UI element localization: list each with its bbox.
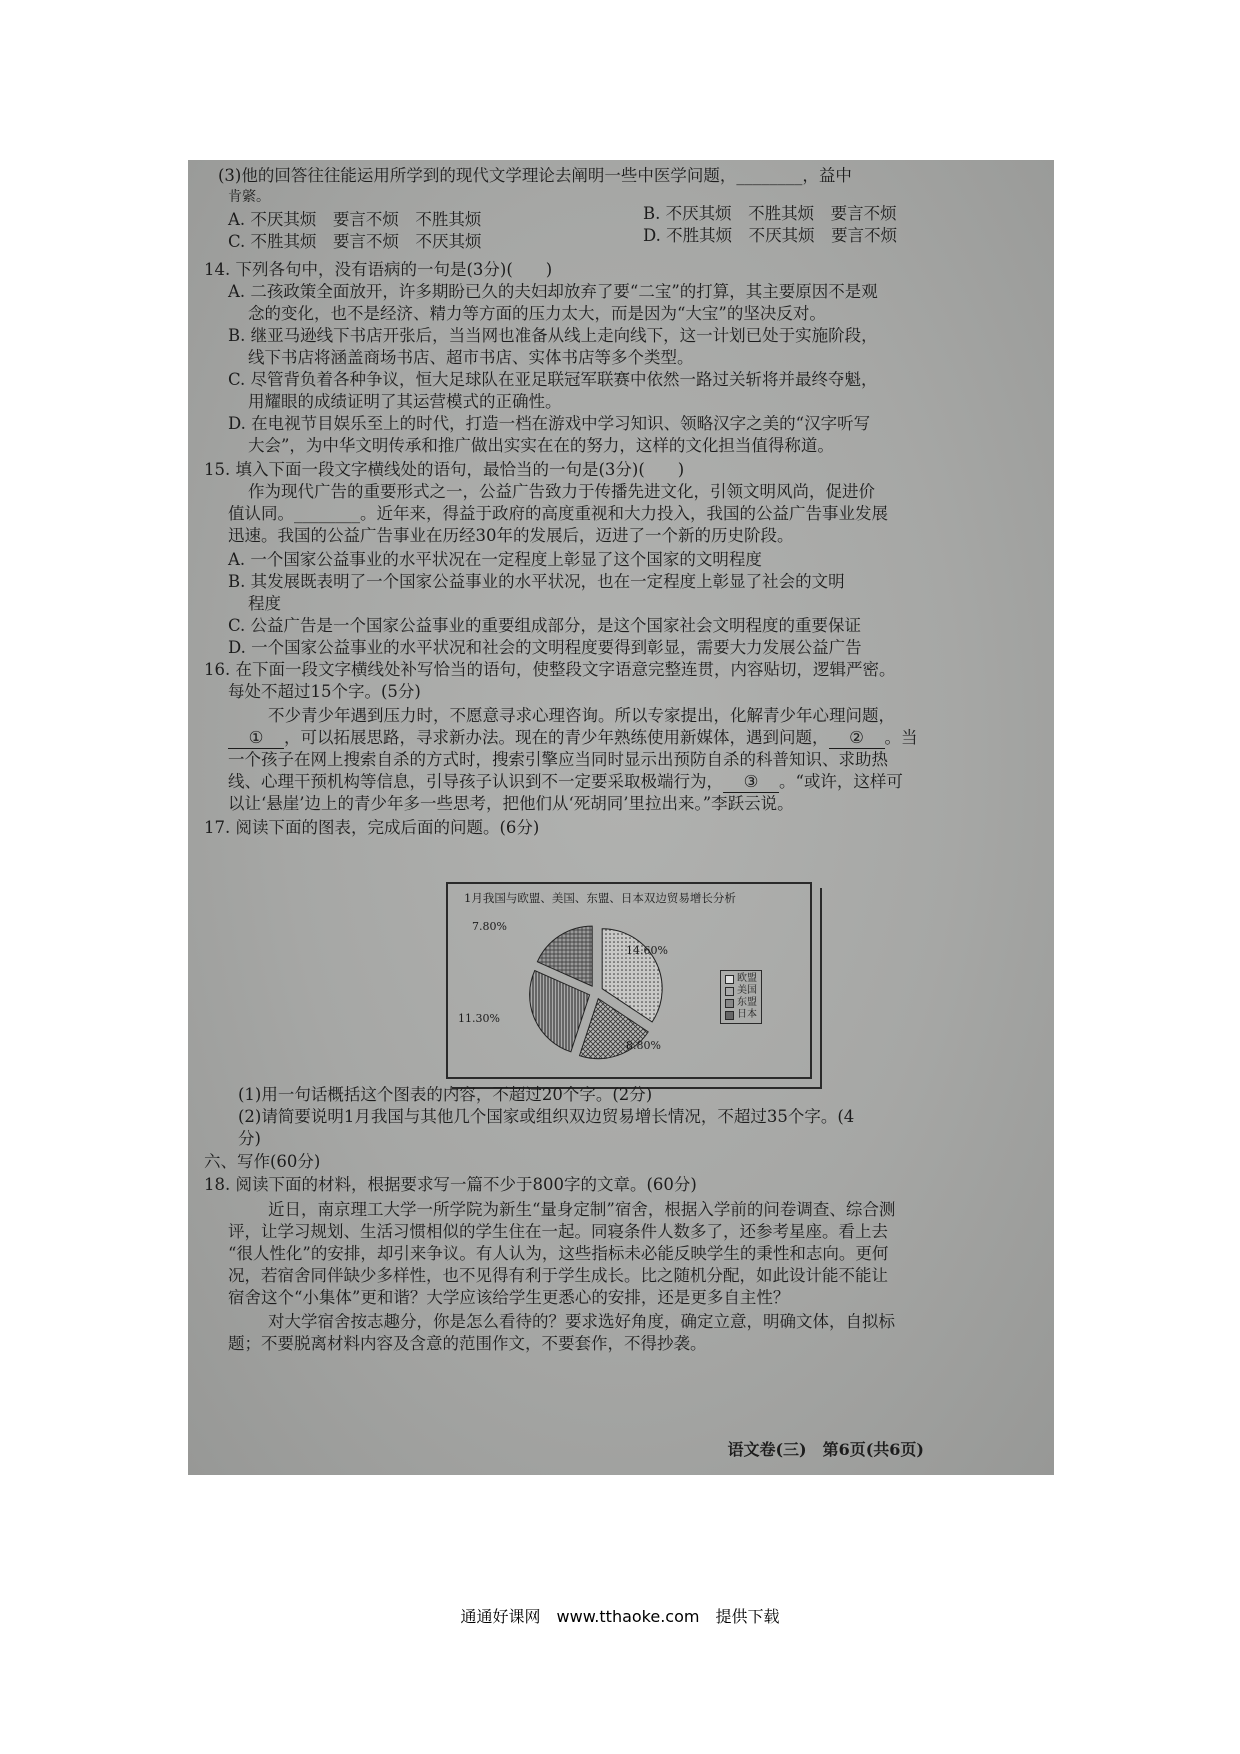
blank-2: ② xyxy=(829,728,885,749)
question-15: 15. 填入下面一段文字横线处的语句，最恰当的一句是(3分)( ) xyxy=(204,460,685,479)
text-line: 大会”，为中华文明传承和推广做出实实在在的努力，这样的文化担当值得称道。 xyxy=(248,436,834,455)
option-c: C. 公益广告是一个国家公益事业的重要组成部分，是这个国家社会文明程度的重要保证 xyxy=(228,616,862,635)
text-line: 每处不超过15个字。(5分) xyxy=(228,682,421,701)
text-line: 一个孩子在网上搜索自杀的方式时，搜索引擎应当同时显示出预防自杀的科普知识、求助热 xyxy=(228,750,888,769)
exam-page-photo xyxy=(188,160,1054,1475)
text-line: (3)他的回答往往能运用所学到的现代文学理论去阐明一些中医学问题，________，益中 xyxy=(218,166,852,185)
text-line: 宿舍这个“小集体”更和谐？大学应该给学生更悉心的安排，还是更多自主性？ xyxy=(228,1288,790,1307)
value-label-eu: 14.60% xyxy=(626,944,668,957)
legend-label: 欧盟 xyxy=(737,973,757,984)
text-line: 肯綮。 xyxy=(228,189,270,205)
option-a: A. 一个国家公益事业的水平状况在一定程度上彰显了这个国家的文明程度 xyxy=(228,550,762,569)
legend-label: 日本 xyxy=(737,1009,757,1020)
text-segment: ，可以拓展思路，寻求新办法。现在的青少年熟练使用新媒体，遇到问题， xyxy=(284,728,829,747)
text-line: A. 二孩政策全面放开，许多期盼已久的夫妇却放弃了要“二宝”的打算，其主要原因不是观 xyxy=(228,282,878,301)
question-16: 16. 在下面一段文字横线处补写恰当的语句，使整段文字语意完整连贯，内容贴切，逻辑严密。 xyxy=(204,660,896,679)
text-line: 以让‘悬崖’边上的青少年多一些思考，把他们从‘死胡同’里拉出来。”李跃云说。 xyxy=(228,794,794,813)
blank-3: ③ xyxy=(723,772,779,793)
text-line: 题；不要脱离材料内容及含意的范围作文，不要套作，不得抄袭。 xyxy=(228,1334,707,1353)
chart-title: 1月我国与欧盟、美国、东盟、日本双边贸易增长分析 xyxy=(464,891,736,905)
value-label-japan: 7.80% xyxy=(472,920,507,933)
watermark-text: 通通好课网 www.tthaoke.com 提供下载 xyxy=(460,1607,780,1626)
text-line: 程度 xyxy=(248,594,281,613)
page-footer: 语文卷(三) 第6页(共6页) xyxy=(727,1440,924,1459)
legend-label: 美国 xyxy=(737,985,757,996)
option-c: C. 不胜其烦 要言不烦 不厌其烦 xyxy=(228,232,482,251)
text-segment: 。当 xyxy=(884,728,918,747)
text-line xyxy=(228,728,918,749)
text-segment: 。“或许，这样可 xyxy=(779,772,903,791)
option-b: B. 其发展既表明了一个国家公益事业的水平状况，也在一定程度上彰显了社会的文明 xyxy=(228,572,845,591)
option-a: A. 不厌其烦 要言不烦 不胜其烦 xyxy=(228,210,482,229)
text-line: 作为现代广告的重要形式之一，公益广告致力于传播先进文化，引领文明风尚，促进价 xyxy=(248,482,875,501)
chart-legend xyxy=(720,970,762,1024)
text-line: 评，让学习规划、生活习惯相似的学生住在一起。同寝条件人数多了，还参考星座。看上去 xyxy=(228,1222,888,1241)
question-17: 17. 阅读下面的图表，完成后面的问题。(6分) xyxy=(204,818,540,837)
question-18: 18. 阅读下面的材料，根据要求写一篇不少于800字的文章。(60分) xyxy=(204,1175,697,1194)
pie-chart-panel xyxy=(446,882,812,1079)
text-line: 念的变化，也不是经济、精力等方面的压力太大，而是因为“大宝”的坚决反对。 xyxy=(248,304,826,323)
text-line: 值认同。________。近年来，得益于政府的高度重视和大力投入，我国的公益广告事业发展 xyxy=(228,504,888,523)
legend-item xyxy=(725,997,757,1009)
text-line: 线下书店将涵盖商场书店、超市书店、实体书店等多个类型。 xyxy=(248,348,694,367)
legend-label: 东盟 xyxy=(737,997,757,1008)
legend-swatch xyxy=(725,1011,734,1020)
text-line: (2)请简要说明1月我国与其他几个国家或组织双边贸易增长情况，不超过35个字。(4 xyxy=(238,1107,855,1126)
question-14: 14. 下列各句中，没有语病的一句是(3分)( ) xyxy=(204,260,553,279)
pie-slice-asean xyxy=(530,971,590,1052)
legend-item xyxy=(725,973,757,985)
text-line: 迅速。我国的公益广告事业在历经30年的发展后，迈进了一个新的历史阶段。 xyxy=(228,526,794,545)
text-line: “很人性化”的安排，却引来争议。有人认为，这些指标未必能反映学生的秉性和志向。更何 xyxy=(228,1244,889,1263)
option-b: B. 不厌其烦 不胜其烦 要言不烦 xyxy=(643,204,897,223)
legend-swatch xyxy=(725,987,734,996)
option-d: D. 不胜其烦 不厌其烦 要言不烦 xyxy=(643,226,898,245)
text-line: 分) xyxy=(238,1129,261,1148)
text-line: 对大学宿舍按志趣分，你是怎么看待的？要求选好角度，确定立意，明确文体，自拟标 xyxy=(268,1312,895,1331)
option-d: D. 一个国家公益事业的水平状况和社会的文明程度要得到彰显，需要大力发展公益广告 xyxy=(228,638,862,657)
legend-item xyxy=(725,985,757,997)
legend-swatch xyxy=(725,999,734,1008)
text-line xyxy=(228,772,903,793)
text-line: 用耀眼的成绩证明了其运营模式的正确性。 xyxy=(248,392,562,411)
text-line: 况，若宿舍同伴缺少多样性，也不见得有利于学生成长。比之随机分配，如此设计能不能让 xyxy=(228,1266,888,1285)
text-line: (1)用一句话概括这个图表的内容，不超过20个字。(2分) xyxy=(238,1085,653,1104)
text-segment: 线、心理干预机构等信息，引导孩子认识到不一定要采取极端行为， xyxy=(228,772,723,791)
text-line: 近日，南京理工大学一所学院为新生“量身定制”宿舍，根据入学前的问卷调查、综合测 xyxy=(268,1200,896,1219)
text-line: C. 尽管背负着各种争议，恒大足球队在亚足联冠军联赛中依然一路过关斩将并最终夺魁， xyxy=(228,370,878,389)
text-line: B. 继亚马逊线下书店开张后，当当网也准备从线上走向线下，这一计划已处于实施阶段， xyxy=(228,326,878,345)
text-line: 不少青少年遇到压力时，不愿意寻求心理咨询。所以专家提出，化解青少年心理问题， xyxy=(268,706,895,725)
legend-swatch xyxy=(725,975,734,984)
value-label-asean: 11.30% xyxy=(458,1012,500,1025)
section-heading: 六、写作(60分) xyxy=(204,1152,321,1171)
value-label-usa: 8.80% xyxy=(626,1039,661,1052)
text-line: D. 在电视节目娱乐至上的时代，打造一档在游戏中学习知识、领略汉字之美的“汉字听写 xyxy=(228,414,871,433)
blank-1: ① xyxy=(228,728,284,749)
legend-item xyxy=(725,1009,757,1021)
